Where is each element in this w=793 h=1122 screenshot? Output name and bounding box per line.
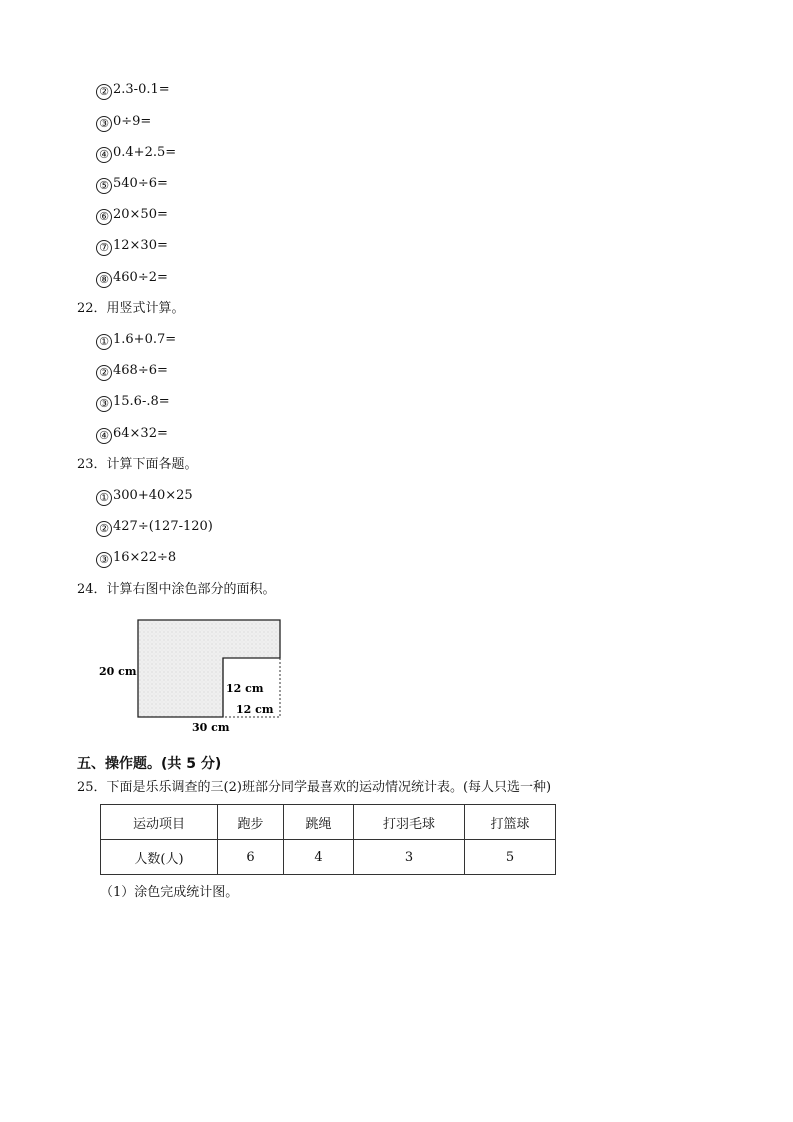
item-expression: 64×32= [113, 426, 168, 441]
item-number: ② [96, 365, 112, 381]
table-cell: 人数(人) [101, 840, 218, 875]
table-cell: 运动项目 [101, 805, 218, 840]
item-expression: 0.4+2.5= [113, 145, 177, 160]
table-header-row [101, 805, 556, 840]
item-expression: 1.6+0.7= [113, 332, 177, 347]
table-cell: 6 [218, 840, 284, 875]
table-cell: 5 [465, 840, 556, 875]
calc-item-6 [96, 207, 168, 225]
item-expression: 12×30= [113, 238, 168, 253]
item-number: ④ [96, 428, 112, 444]
item-expression: 15.6-.8= [113, 394, 170, 409]
q23-item-1 [96, 488, 193, 506]
section-5-title: 五、操作题。(共 5 分) [77, 756, 222, 772]
q23-item-3 [96, 550, 176, 568]
q22-item-3 [96, 394, 170, 412]
item-number: ⑥ [96, 209, 112, 225]
item-expression: 20×50= [113, 207, 168, 222]
question-25-title: 25．下面是乐乐调查的三(2)班部分同学最喜欢的运动情况统计表。(每人只选一种) [77, 780, 552, 795]
width-label: 30 cm [192, 721, 230, 734]
item-expression: 0÷9= [113, 114, 152, 129]
table-cell: 打羽毛球 [354, 805, 465, 840]
q23-item-2 [96, 519, 213, 537]
table-cell: 打篮球 [465, 805, 556, 840]
question-22-title: 22．用竖式计算。 [77, 301, 185, 316]
item-expression: 16×22÷8 [113, 550, 177, 565]
question-24-title: 24．计算右图中涂色部分的面积。 [77, 582, 276, 597]
item-expression: 468÷6= [113, 363, 168, 378]
item-number: ③ [96, 116, 112, 132]
item-expression: 460÷2= [113, 270, 168, 285]
item-expression: 427÷(127-120) [113, 519, 213, 534]
calc-item-2 [96, 82, 170, 100]
sports-statistics-table [100, 804, 556, 875]
calc-item-5 [96, 176, 168, 194]
item-number: ③ [96, 552, 112, 568]
item-number: ⑤ [96, 178, 112, 194]
table-cell: 4 [284, 840, 354, 875]
q25-subquestion-1: （1）涂色完成统计图。 [100, 885, 239, 900]
table-cell: 跳绳 [284, 805, 354, 840]
item-number: ① [96, 490, 112, 506]
q22-item-1 [96, 332, 176, 350]
item-number: ③ [96, 396, 112, 412]
q22-item-2 [96, 363, 168, 381]
item-number: ⑧ [96, 272, 112, 288]
item-expression: 540÷6= [113, 176, 168, 191]
item-expression: 300+40×25 [113, 488, 193, 503]
inner-height-label: 12 cm [226, 682, 264, 695]
height-label: 20 cm [99, 665, 137, 678]
q22-item-4 [96, 426, 168, 444]
calc-item-8 [96, 270, 168, 288]
question-23-title: 23．计算下面各题。 [77, 457, 198, 472]
table-cell: 3 [354, 840, 465, 875]
table-row [101, 840, 556, 875]
calc-item-7 [96, 238, 168, 256]
item-number: ① [96, 334, 112, 350]
shaded-area-figure [95, 615, 295, 740]
item-number: ⑦ [96, 240, 112, 256]
calc-item-3 [96, 114, 151, 132]
item-number: ④ [96, 147, 112, 163]
item-number: ② [96, 84, 112, 100]
table-cell: 跑步 [218, 805, 284, 840]
calc-item-4 [96, 145, 176, 163]
item-expression: 2.3-0.1= [113, 82, 170, 97]
item-number: ② [96, 521, 112, 537]
inner-width-label: 12 cm [236, 703, 274, 716]
